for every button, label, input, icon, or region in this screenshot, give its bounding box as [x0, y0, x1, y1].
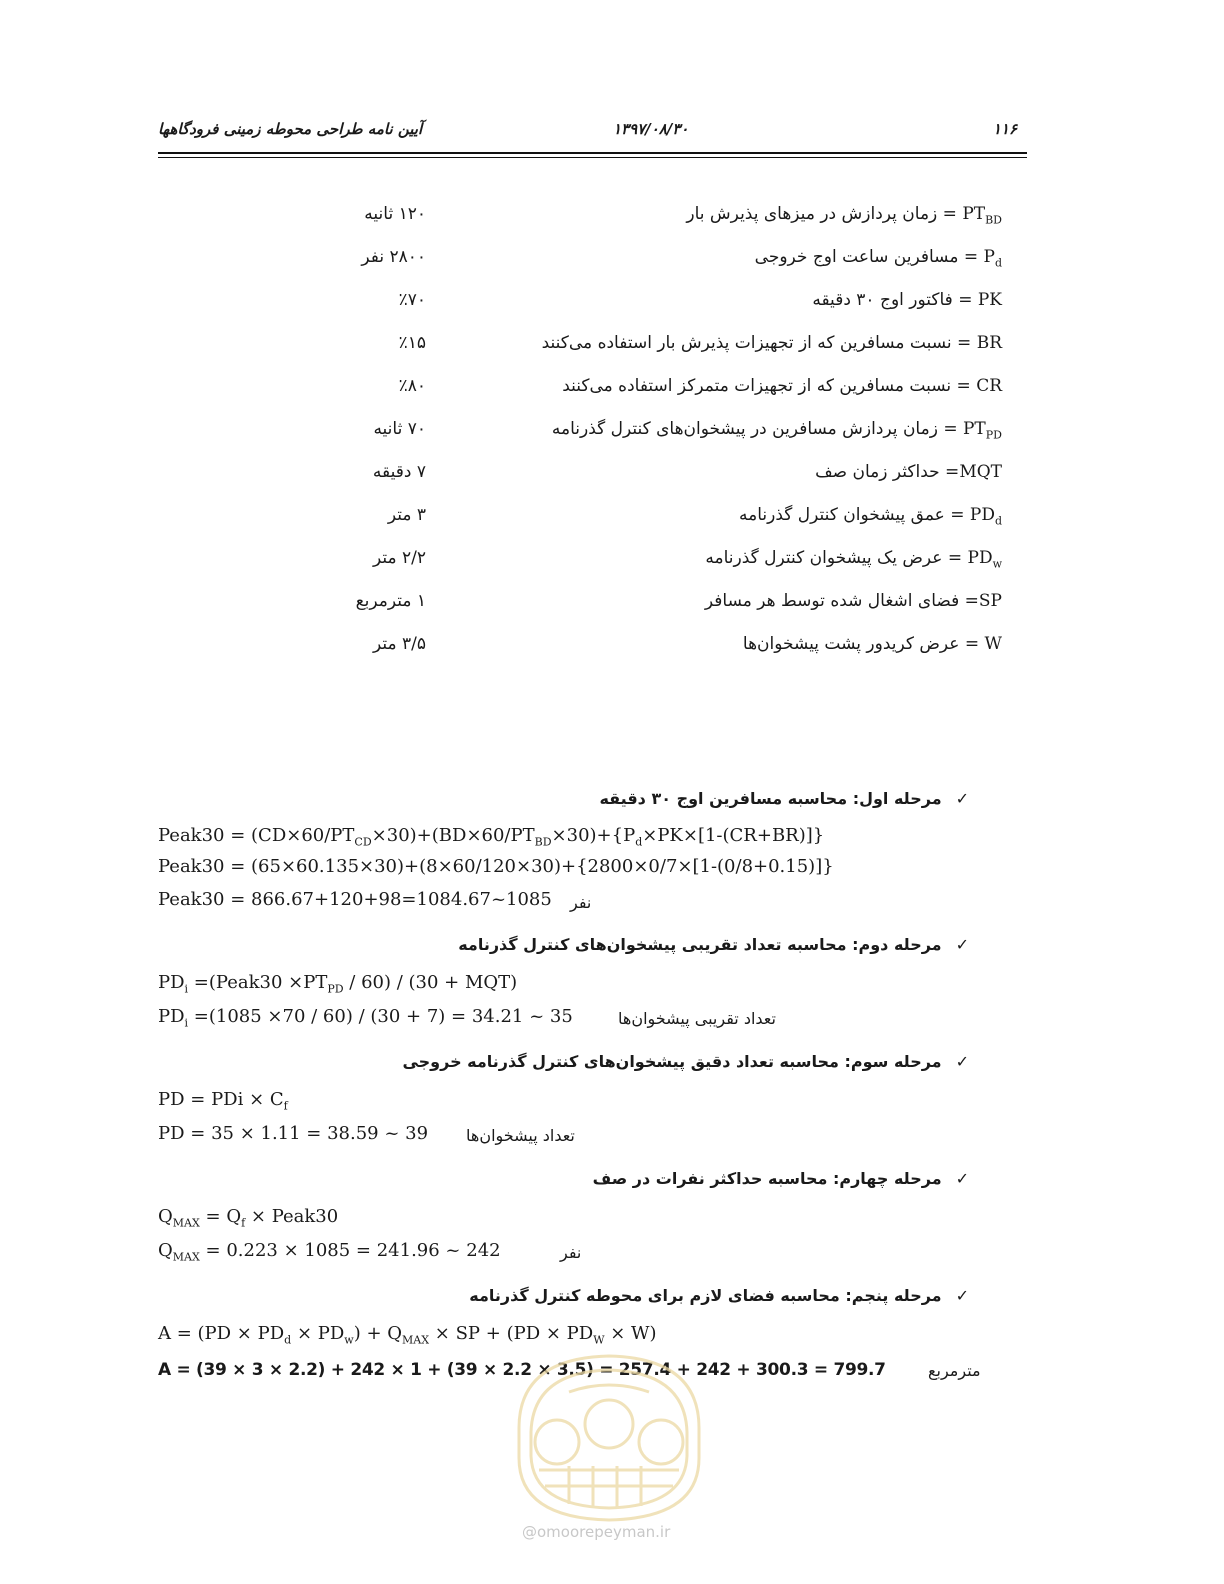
definition-value: ۱ مترمربع: [355, 591, 426, 611]
unit-label: نفر: [570, 893, 592, 912]
formula-sub: w: [344, 1333, 354, 1347]
definition-text: = عرض یک پیشخوان کنترل گذرنامه: [705, 548, 968, 568]
formula-sub: i: [184, 982, 189, 996]
formula-part: = Q: [199, 1206, 242, 1227]
code-main: PK: [977, 290, 1002, 310]
definition-text: = زمان پردازش مسافرین در پیشخوان‌های کنترل گذرنامه: [551, 419, 963, 439]
code-main: W: [984, 634, 1002, 654]
step-title: مرحله چهارم: محاسبه حداکثر نفرات در صف: [592, 1169, 942, 1188]
definition-row: [330, 419, 1002, 449]
definition-code: [977, 333, 1002, 353]
definition-value: ۲۸۰۰ نفر: [361, 247, 426, 267]
formula-sub: MAX: [402, 1333, 430, 1347]
formula-line: PD = 35 × 1.11 = 38.59 ~ 39: [158, 1123, 429, 1144]
code-main: SP: [978, 591, 1002, 611]
watermark-url: @omoorepeyman.ir: [522, 1523, 671, 1541]
definition-text: = نسبت مسافرین که از تجهیزات متمرکز استفاده می‌کنند: [562, 376, 977, 396]
definition-label: [562, 376, 1002, 398]
code-main: PT: [962, 419, 986, 439]
formula-part: ) + Q: [353, 1323, 403, 1344]
check-icon: ✓: [955, 789, 969, 808]
definition-value: ۱۲۰ ثانیه: [364, 204, 426, 224]
check-icon: ✓: [955, 1286, 969, 1305]
definition-text: = مسافرین ساعت اوج خروجی: [754, 247, 984, 267]
unit-label: نفر: [560, 1243, 582, 1262]
step-title: مرحله سوم: محاسبه تعداد دقیق پیشخوان‌های کنترل گذرنامه خروجی: [402, 1052, 942, 1071]
formula-part: =(Peak30 ×PT: [188, 972, 328, 993]
formula-part: PD: [158, 972, 185, 993]
formula-part: PD: [158, 1006, 185, 1027]
definition-label: [686, 204, 1002, 226]
formula-part: PD = PDi × C: [158, 1089, 284, 1110]
definition-label: [812, 290, 1002, 312]
code-main: CR: [976, 376, 1002, 396]
definition-value: ۷ دقیقه: [372, 462, 426, 482]
definition-code: [962, 419, 1002, 442]
formula-part: × PD: [291, 1323, 345, 1344]
formula-part: × SP + (PD × PD: [429, 1323, 594, 1344]
formula-line: [158, 1323, 657, 1347]
header-rule-thick: [158, 152, 1027, 154]
definition-code: [967, 548, 1003, 571]
definition-value: ٪۷۰: [398, 290, 426, 310]
step-3-heading: [402, 1052, 969, 1071]
definition-text: = فضای اشغال شده توسط هر مسافر: [704, 591, 979, 611]
definition-row: [330, 376, 1002, 406]
formula-line: [158, 972, 517, 996]
code-sub: BD: [985, 213, 1002, 227]
formula-part: Q: [158, 1240, 173, 1261]
code-sub: d: [994, 514, 1002, 528]
definition-row: [330, 290, 1002, 320]
formula-line: Peak30 = 866.67+120+98=1084.67~1085: [158, 889, 552, 910]
code-main: MQT: [959, 462, 1002, 482]
definition-code: [962, 204, 1002, 227]
definition-text: = نسبت مسافرین که از تجهیزات پذیرش بار استفاده می‌کنند: [541, 333, 977, 353]
check-icon: ✓: [955, 935, 969, 954]
definition-value: ۲/۲ متر: [372, 548, 426, 568]
definition-label: [542, 333, 1002, 355]
definition-row: [330, 634, 1002, 664]
formula-sub: W: [593, 1333, 605, 1347]
definition-label: [705, 591, 1002, 613]
formula-part: Peak30 = (CD×60/PT: [158, 825, 355, 846]
formula-part: × Peak30: [245, 1206, 339, 1227]
formula-line: [158, 1089, 288, 1113]
step-5-heading: [469, 1286, 969, 1305]
unit-label: مترمربع: [928, 1361, 981, 1380]
formula-note: تعداد تقریبی پیشخوان‌ها: [618, 1009, 776, 1028]
formula-part: ×30)+(BD×60/PT: [371, 825, 535, 846]
header-date: ۱۳۹۷/۰۸/۳۰: [613, 120, 689, 138]
definition-label: [552, 419, 1002, 441]
formula-line: [158, 1206, 338, 1230]
formula-line: [158, 825, 824, 849]
code-main: BR: [976, 333, 1002, 353]
code-main: P: [983, 247, 995, 267]
formula-part: ×30)+{P: [551, 825, 636, 846]
formula-sub: BD: [534, 835, 552, 849]
definition-text: = زمان پردازش در میزهای پذیرش بار: [686, 204, 963, 224]
formula-line: [158, 1006, 573, 1030]
definition-row: [330, 548, 1002, 578]
code-sub: d: [994, 256, 1002, 270]
definition-value: ۳/۵ متر: [372, 634, 426, 654]
formula-note: تعداد پیشخوان‌ها: [466, 1126, 575, 1145]
definition-code: [978, 290, 1002, 310]
final-formula: A = (39 × 3 × 2.2) + 242 × 1 + (39 × 2.2 × 3.5) = 257.4 + 242 + 300.3 = 799.7: [158, 1360, 886, 1380]
page-header: [158, 120, 1027, 146]
definition-row: [330, 462, 1002, 492]
definition-label: [743, 634, 1002, 656]
formula-sub: f: [283, 1099, 288, 1113]
step-title: مرحله اول: محاسبه مسافرین اوج ۳۰ دقیقه: [599, 789, 942, 808]
definition-label: [705, 548, 1002, 570]
definition-label: [755, 247, 1002, 269]
definition-value: ٪۸۰: [398, 376, 426, 396]
formula-part: Q: [158, 1206, 173, 1227]
definition-row: [330, 204, 1002, 234]
formula-line: Peak30 = (65×60.135×30)+(8×60/120×30)+{2800×0/7×[1-(0/8+0.15)]}: [158, 856, 834, 877]
definition-row: [330, 591, 1002, 621]
formula-part: × W): [604, 1323, 657, 1344]
step-1-heading: [599, 789, 969, 808]
definition-label: [815, 462, 1002, 484]
definition-value: ۷۰ ثانیه: [373, 419, 426, 439]
step-title: مرحله پنجم: محاسبه فضای لازم برای محوطه کنترل گذرنامه: [469, 1286, 942, 1305]
definition-row: [330, 247, 1002, 277]
code-sub: w: [992, 557, 1002, 571]
formula-sub: MAX: [172, 1250, 200, 1264]
code-main: PD: [969, 505, 995, 525]
definition-text: = عرض کریدور پشت پیشخوان‌ها: [742, 634, 985, 654]
definition-code: [969, 505, 1002, 528]
definition-code: [976, 376, 1002, 396]
formula-sub: CD: [354, 835, 372, 849]
check-icon: ✓: [955, 1052, 969, 1071]
formula-part: A = (PD × PD: [158, 1323, 285, 1344]
formula-part: = 0.223 × 1085 = 241.96 ~ 242: [199, 1240, 501, 1261]
definition-code: [985, 634, 1002, 654]
definition-value: ٪۱۵: [398, 333, 426, 353]
formula-sub: f: [241, 1216, 246, 1230]
definition-code: [983, 247, 1003, 270]
definition-text: = عمق پیشخوان کنترل گذرنامه: [739, 505, 970, 525]
definition-code: [959, 462, 1002, 482]
formula-sub: i: [184, 1016, 189, 1030]
document-title: آیین نامه طراحی محوطه زمینی فرودگاهها: [158, 120, 423, 138]
formula-sub: d: [284, 1333, 292, 1347]
watermark-logo-icon: [509, 1348, 709, 1524]
page-number: ۱۱۶: [992, 120, 1017, 138]
definition-row: [330, 505, 1002, 535]
formula-line: [158, 1240, 501, 1264]
step-title: مرحله دوم: محاسبه تعداد تقریبی پیشخوان‌های کنترل گذرنامه: [458, 935, 942, 954]
formula-part: =(1085 ×70 / 60) / (30 + 7) = 34.21 ~ 35: [188, 1006, 573, 1027]
check-icon: ✓: [955, 1169, 969, 1188]
code-main: PT: [962, 204, 986, 224]
step-2-heading: [458, 935, 969, 954]
header-rule-thin: [158, 157, 1027, 158]
definition-text: = حداکثر زمان صف: [815, 462, 960, 482]
definition-label: [739, 505, 1002, 527]
definition-value: ۳ متر: [387, 505, 426, 525]
formula-sub: d: [635, 835, 643, 849]
formula-sub: PD: [327, 982, 344, 996]
code-main: PD: [967, 548, 993, 568]
formula-sub: MAX: [172, 1216, 200, 1230]
definition-row: [330, 333, 1002, 363]
formula-part: / 60) / (30 + MQT): [343, 972, 518, 993]
definition-code: [979, 591, 1002, 611]
code-sub: PD: [985, 428, 1002, 442]
definition-text: = فاکتور اوج ۳۰ دقیقه: [812, 290, 978, 310]
step-4-heading: [593, 1169, 969, 1188]
formula-part: ×PK×[1-(CR+BR)]}: [642, 825, 825, 846]
